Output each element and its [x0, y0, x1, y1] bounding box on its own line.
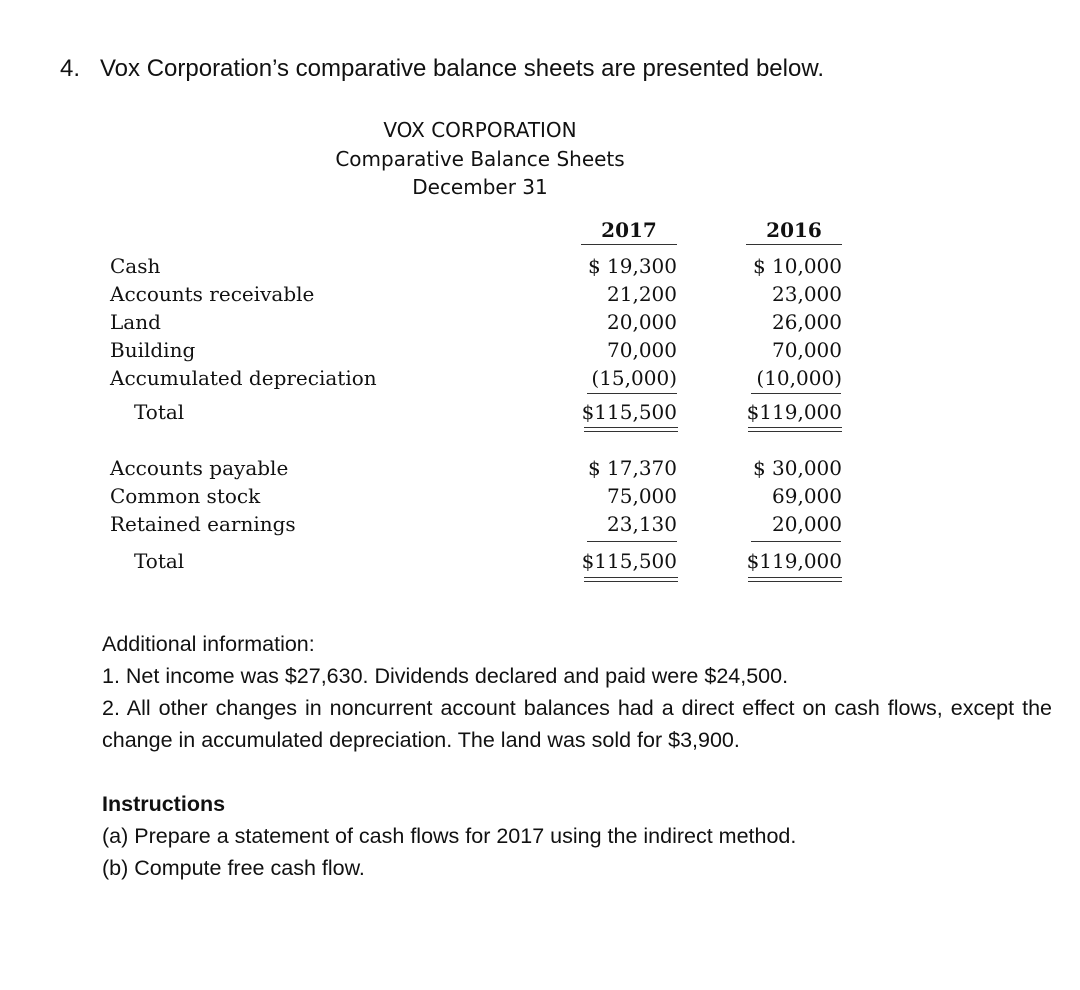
- assets-total-2016: $119,000: [746, 400, 842, 424]
- statement-title: Comparative Balance Sheets: [335, 147, 625, 171]
- row-label-accounts-receivable: Accounts receivable: [110, 282, 315, 306]
- question-number: 4.: [60, 55, 81, 82]
- common-stock-2017: 75,000: [607, 484, 677, 508]
- row-label-retained-earnings: Retained earnings: [110, 512, 296, 536]
- retained-earnings-2017: 23,130: [607, 512, 677, 536]
- total-double-rule-liabilities-2017: [584, 577, 678, 582]
- row-label-accumulated-depreciation: Accumulated depreciation: [110, 366, 377, 390]
- row-label-assets-total: Total: [134, 400, 185, 424]
- row-label-cash: Cash: [110, 254, 161, 278]
- subtotal-rule-liabilities-2017: [587, 541, 677, 542]
- cash-2016: $ 10,000: [752, 254, 842, 278]
- cash-2017: $ 19,300: [587, 254, 677, 278]
- building-2016: 70,000: [772, 338, 842, 362]
- total-double-rule-liabilities-2016: [748, 577, 842, 582]
- instruction-item-a: (a) Prepare a statement of cash flows for 2017 using the indirect method.: [102, 824, 797, 848]
- question-text: Vox Corporation’s comparative balance sheets are presented below.: [100, 55, 824, 82]
- accumulated-depreciation-2017: (15,000): [591, 366, 677, 390]
- row-label-accounts-payable: Accounts payable: [110, 456, 289, 480]
- statement-date: December 31: [412, 175, 548, 199]
- building-2017: 70,000: [607, 338, 677, 362]
- row-label-common-stock: Common stock: [110, 484, 261, 508]
- liabilities-total-2017: $115,500: [581, 549, 677, 573]
- row-label-land: Land: [110, 310, 161, 334]
- land-2016: 26,000: [772, 310, 842, 334]
- column-header-2017: 2017: [581, 216, 677, 245]
- subtotal-rule-assets-2016: [751, 393, 841, 394]
- additional-info-heading: Additional information:: [102, 632, 315, 656]
- accumulated-depreciation-2016: (10,000): [756, 366, 842, 390]
- instruction-item-b: (b) Compute free cash flow.: [102, 856, 365, 880]
- liabilities-total-2016: $119,000: [746, 549, 842, 573]
- total-double-rule-assets-2016: [748, 427, 842, 432]
- accounts-receivable-2017: 21,200: [607, 282, 677, 306]
- additional-info-item-1: 1. Net income was $27,630. Dividends declared and paid were $24,500.: [102, 664, 789, 688]
- accounts-receivable-2016: 23,000: [772, 282, 842, 306]
- company-name: VOX CORPORATION: [383, 118, 577, 142]
- land-2017: 20,000: [607, 310, 677, 334]
- row-label-building: Building: [110, 338, 196, 362]
- column-header-2016: 2016: [746, 216, 842, 245]
- instructions-heading: Instructions: [102, 792, 226, 816]
- assets-total-2017: $115,500: [581, 400, 677, 424]
- additional-info-item-2: 2. All other changes in noncurrent account balances had a direct effect on cash flows, except the change in accumulated depreciation. The land was sold for $3,900.: [102, 696, 1052, 752]
- accounts-payable-2017: $ 17,370: [587, 456, 677, 480]
- row-label-liabilities-total: Total: [134, 549, 185, 573]
- subtotal-rule-assets-2017: [587, 393, 677, 394]
- retained-earnings-2016: 20,000: [772, 512, 842, 536]
- subtotal-rule-liabilities-2016: [751, 541, 841, 542]
- total-double-rule-assets-2017: [584, 427, 678, 432]
- common-stock-2016: 69,000: [772, 484, 842, 508]
- accounts-payable-2016: $ 30,000: [752, 456, 842, 480]
